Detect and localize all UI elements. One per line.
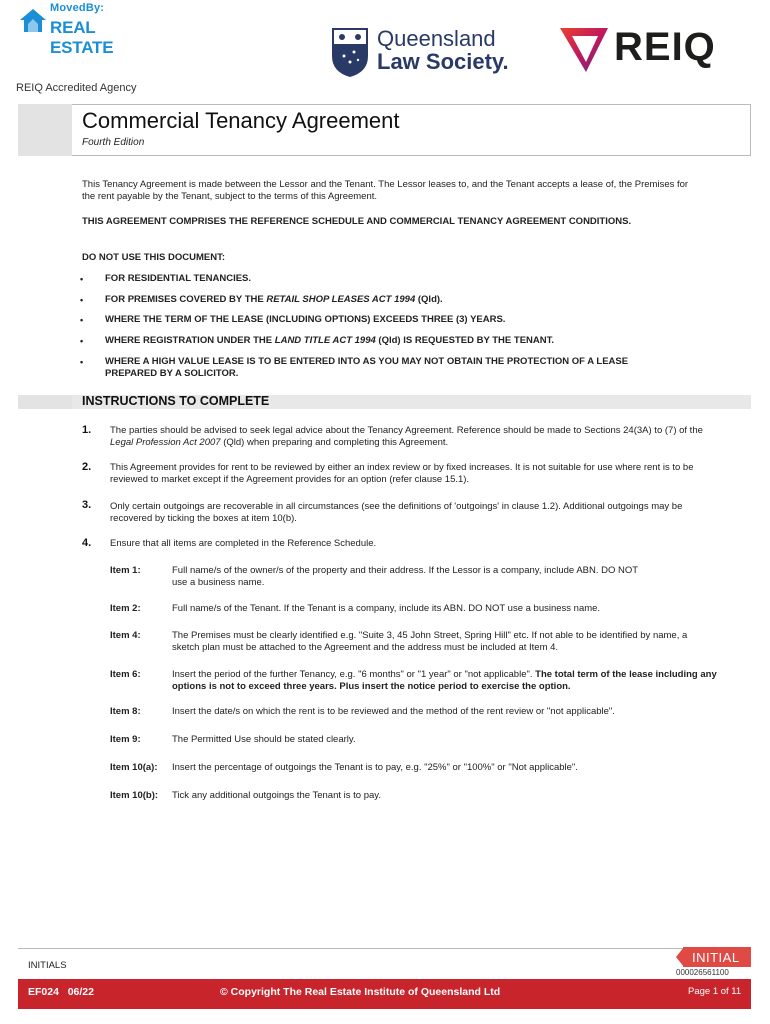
item-label: Item 6: — [110, 669, 141, 680]
item-label: Item 1: — [110, 565, 141, 576]
real-estate-text: REAL ESTATE — [50, 18, 114, 57]
bullet-text: FOR PREMISES COVERED BY THE RETAIL SHOP LEASES ACT 1994 (Qld). — [105, 294, 443, 305]
bullet-text: FOR RESIDENTIAL TENANCIES. — [105, 273, 252, 284]
moved-by-real-estate-logo — [18, 2, 133, 57]
bullet-icon: • — [80, 295, 84, 305]
title-rule-top — [18, 104, 751, 105]
bullet-icon: • — [80, 357, 84, 367]
reiq-wordmark: REIQ — [614, 25, 716, 69]
step-number: 4. — [82, 537, 92, 549]
item-text: Insert the date/s on which the rent is to be reviewed and the method of the rent review or "not applicable". — [172, 706, 615, 717]
initial-badge-label: INITIAL — [692, 950, 740, 965]
crest-shield-icon — [330, 26, 370, 78]
item-text: Insert the period of the further Tenancy, e.g. "6 months" or "1 year" or "not applicable". The total term of the lease including any options is not to exceed three years. Plus insert the notice period to exercise the option. — [172, 669, 717, 692]
title-rule-right — [750, 104, 751, 156]
item-text: Full name/s of the Tenant. If the Tenant is a company, include its ABN. DO NOT use a business name. — [172, 603, 601, 614]
instructions-grey-block — [18, 395, 72, 409]
intro-paragraph: This Tenancy Agreement is made between the Lessor and the Tenant. The Lessor leases to, and the Tenant accepts a lease of, the Premises for the rent payable by the Tenant, subject to the terms of this Agreement. — [82, 179, 689, 202]
item-label: Item 2: — [110, 603, 141, 614]
item-text: Full name/s of the owner/s of the property and their address. If the Lessor is a company, include ABN. DO NOT use a business name. — [172, 565, 638, 588]
item-text: Tick any additional outgoings the Tenant is to pay. — [172, 790, 381, 801]
page-number: Page 1 of 11 — [688, 986, 742, 997]
instructions-heading: INSTRUCTIONS TO COMPLETE — [82, 394, 270, 408]
title-rule-bottom — [72, 155, 751, 156]
item-text: The Premises must be clearly identified e.g. "Suite 3, 45 John Street, Spring Hill" etc. If not able to be identified by name, a sketch plan must be attached to the Agreement and the address must be included at Item 4. — [172, 630, 688, 653]
agreement-comprises-notice: THIS AGREEMENT COMPRISES THE REFERENCE SCHEDULE AND COMMERCIAL TENANCY AGREEMENT CONDITIONS. — [82, 216, 632, 227]
do-not-use-heading: DO NOT USE THIS DOCUMENT: — [82, 252, 226, 263]
item-label: Item 10(a): — [110, 762, 158, 773]
step-text: The parties should be advised to seek legal advice about the Tenancy Agreement. Reference should be made to Sections 24(3A) to (7) of the Legal Profession Act 2007 (Qld) when preparing and completing this Agreement. — [110, 425, 703, 448]
bullet-icon: • — [80, 315, 84, 325]
step-text: Ensure that all items are completed in the Reference Schedule. — [110, 538, 377, 549]
item-label: Item 8: — [110, 706, 141, 717]
item-label: Item 10(b): — [110, 790, 159, 801]
step-number: 2. — [82, 461, 92, 473]
accredited-agency-label: REIQ Accredited Agency — [16, 82, 137, 94]
queensland-law-society-logo — [330, 24, 530, 80]
title-grey-block — [18, 104, 72, 156]
item-text: Insert the percentage of outgoings the Tenant is to pay, e.g. "25%" or "100%" or "Not applicable". — [172, 762, 578, 773]
document-title: Commercial Tenancy Agreement — [82, 108, 400, 133]
copyright-text: © Copyright The Real Estate Institute of Queensland Ltd — [220, 986, 501, 998]
reiq-logo — [556, 20, 756, 76]
document-edition: Fourth Edition — [82, 137, 145, 148]
form-code: EF024 06/22 — [28, 986, 94, 998]
item-label: Item 4: — [110, 630, 141, 641]
bullet-icon: • — [80, 336, 84, 346]
item-label: Item 9: — [110, 734, 141, 745]
house-icon — [18, 6, 48, 34]
step-text: Only certain outgoings are recoverable in all circumstances (see the definitions of 'outgoings' in clause 1.2). Additional outgoings may be recovered by ticking the boxes at item 10(b). — [110, 501, 683, 524]
initials-label: INITIALS — [28, 960, 67, 971]
bullet-text: WHERE A HIGH VALUE LEASE IS TO BE ENTERED INTO AS YOU MAY NOT OBTAIN THE PROTECTION OF A LEASE PREPARED BY A SOLICITOR. — [105, 356, 629, 379]
document-code: 000026561100 — [676, 968, 729, 977]
initials-box[interactable] — [18, 948, 751, 979]
reiq-triangle-icon — [556, 20, 612, 76]
bullet-icon: • — [80, 274, 84, 284]
moved-by-text: MovedBy: — [50, 2, 105, 14]
qls-name-line2: Law Society. — [377, 49, 509, 74]
bullet-text: WHERE THE TERM OF THE LEASE (INCLUDING OPTIONS) EXCEEDS THREE (3) YEARS. — [105, 314, 506, 325]
bullet-text: WHERE REGISTRATION UNDER THE LAND TITLE ACT 1994 (Qld) IS REQUESTED BY THE TENANT. — [105, 335, 555, 346]
step-text: This Agreement provides for rent to be reviewed by either an index review or by fixed increases. It is not suitable for use where rent is to be reviewed to market except if the Agreement provides for an option (refer clause 15.1). — [110, 462, 694, 485]
step-number: 3. — [82, 499, 92, 511]
step-number: 1. — [82, 424, 92, 436]
item-text: The Permitted Use should be stated clearly. — [172, 734, 356, 745]
qls-name-line1: Queensland — [377, 26, 496, 51]
